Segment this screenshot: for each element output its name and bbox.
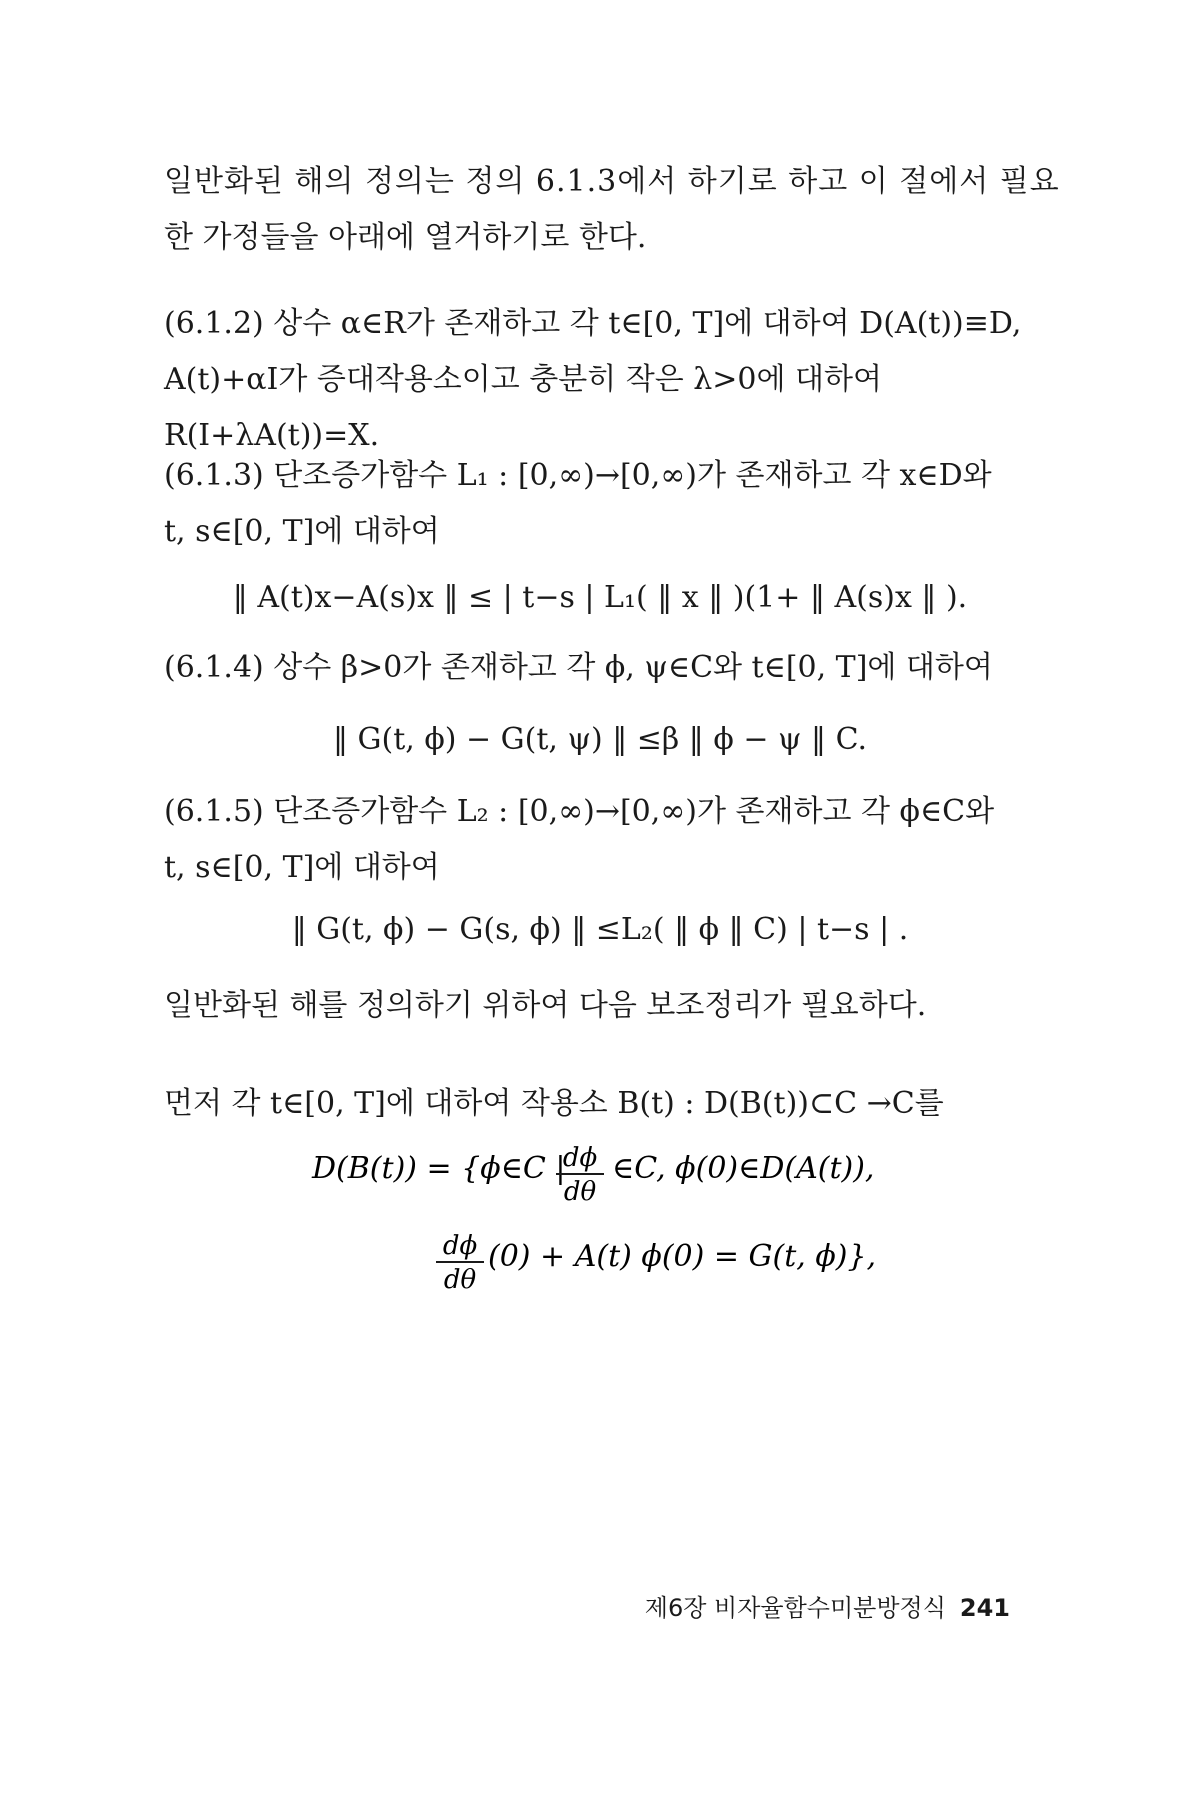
domain-eq2-rest: (0) + A(t) ϕ(0) = G(t, ϕ)}, [488,1239,877,1274]
assumption-6-1-5-line-1: (6.1.5) 단조증가함수 L₂ : [0,∞)→[0,∞)가 존재하고 각 ϕ∈C와 [164,794,995,829]
domain-eq-frac-num: dϕ [562,1143,598,1173]
assumption-6-1-2-line-3: R(I+λA(t))=X. [164,418,380,453]
assumption-6-1-5 [164,784,1066,896]
intro-paragraph [164,154,1066,266]
assumption-6-1-4 [164,640,1066,696]
domain-eq-rhs: ∈C, ϕ(0)∈D(A(t)), [612,1151,875,1186]
domain-eq2-frac-den: dθ [443,1265,477,1295]
assumption-6-1-3-line-1: (6.1.3) 단조증가함수 L₁ : [0,∞)→[0,∞)가 존재하고 각 x∈D와 [164,458,992,493]
intro-line-1: 일반화된 해의 정의는 정의 6.1.3에서 하기로 하고 이 절에서 필요 [164,164,1060,199]
assumption-6-1-4-line-1: (6.1.4) 상수 β>0가 존재하고 각 ϕ, ψ∈C와 t∈[0, T]에 대하여 [164,650,993,685]
assumption-6-1-3-line-2: t, s∈[0, T]에 대하여 [164,514,440,549]
lemma-intro-line: 일반화된 해를 정의하기 위하여 다음 보조정리가 필요하다. [164,988,927,1023]
domain-eq-frac-den: dθ [563,1177,597,1207]
equation-6-1-5: ‖ G(t, ϕ) − G(s, ϕ) ‖ ≤L₂( ‖ ϕ ‖ C) | t−s | . [291,912,909,947]
footer-chapter: 제6장 비자율함수미분방정식 [644,1594,946,1622]
assumption-6-1-2-line-2: A(t)+αI가 증대작용소이고 충분히 작은 λ>0에 대하여 [164,362,882,397]
assumption-6-1-5-line-2: t, s∈[0, T]에 대하여 [164,850,440,885]
assumption-6-1-2 [164,296,1066,464]
page-footer [645,1588,1010,1623]
equation-6-1-4: ‖ G(t, ϕ) − G(t, ψ) ‖ ≤β ‖ ϕ − ψ ‖ C. [332,722,868,757]
lemma-intro [164,978,1066,1034]
domain-eq-lhs: D(B(t)) = {ϕ∈C | [312,1151,566,1186]
domain-eq2-frac-num: dϕ [442,1231,478,1261]
operator-intro-line: 먼저 각 t∈[0, T]에 대하여 작용소 B(t) : D(B(t))⊂C →C를 [164,1086,944,1121]
assumption-6-1-3 [164,448,1066,560]
page-number: 241 [959,1594,1010,1622]
domain-definition-equation [0,1128,1200,1328]
operator-intro [164,1076,1066,1132]
assumption-6-1-2-line-1: (6.1.2) 상수 α∈R가 존재하고 각 t∈[0, T]에 대하여 D(A(t))≡D, [164,306,1022,341]
equation-6-1-3: ‖ A(t)x−A(s)x ‖ ≤ | t−s | L₁( ‖ x ‖ )(1+ ‖ A(s)x ‖ ). [232,580,968,615]
intro-line-2: 한 가정들을 아래에 열거하기로 한다. [164,220,647,255]
